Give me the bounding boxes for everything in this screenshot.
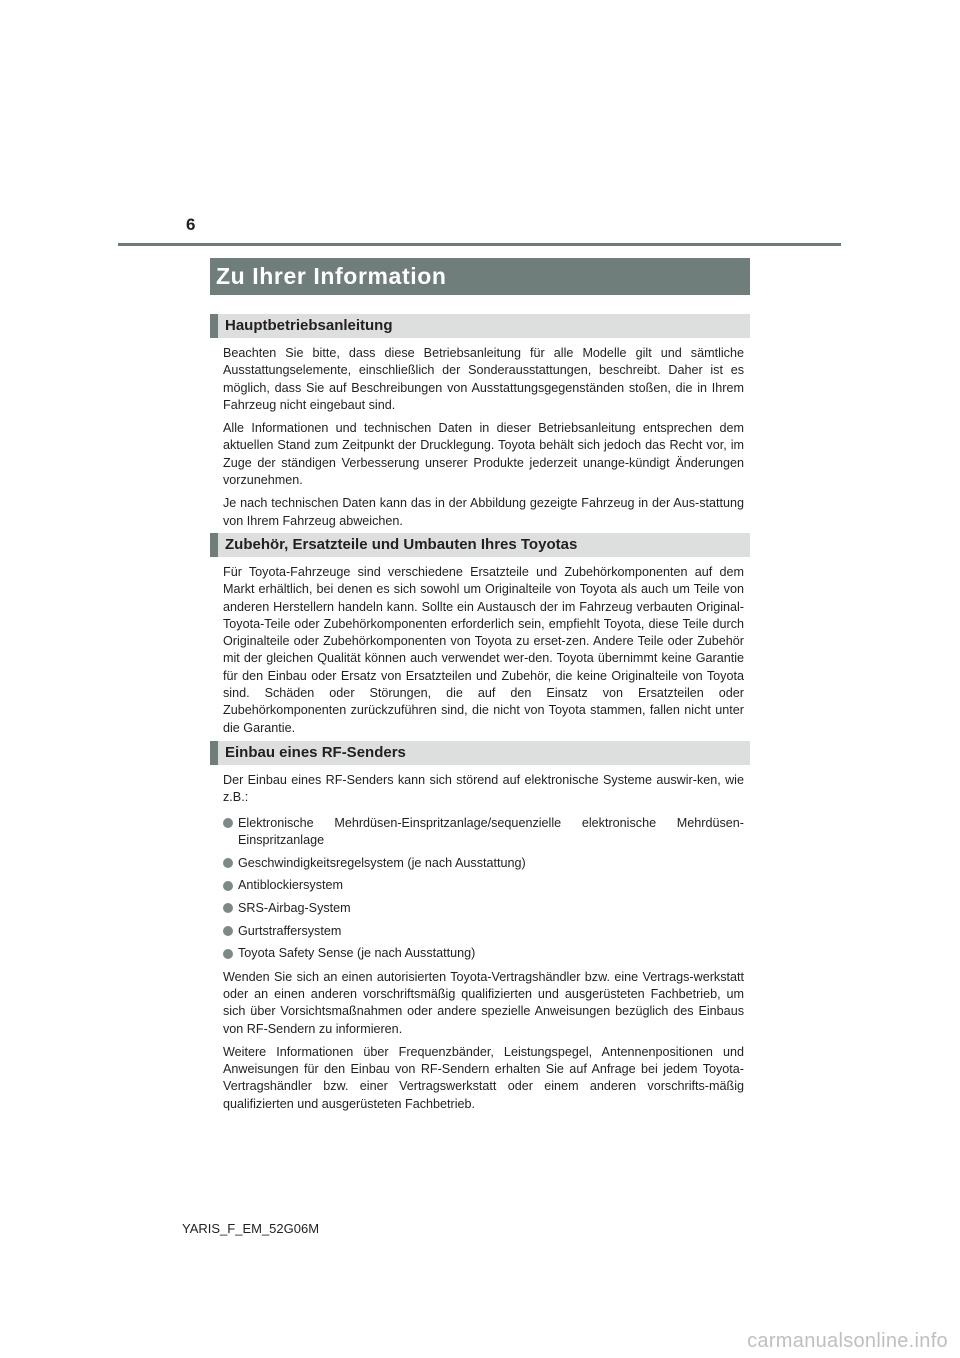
paragraph: Wenden Sie sich an einen autorisierten Toyota-Vertragshändler bzw. eine Vertrags-werkstatt oder an einen anderen vorschriftsmäßig qualifizierten und ausgerüsteten Fachbetrieb, um sich über Vorsichtsmaßnahmen oder andere spezielle Anweisungen bezüglich des Einbaus von RF-Sendern zu informieren. — [223, 969, 744, 1036]
list-item-text: Antiblockiersystem — [238, 878, 343, 893]
watermark-text: carmanualsonline.info — [747, 1330, 948, 1352]
paragraph: Je nach technischen Daten kann das in der Abbildung gezeigte Fahrzeug in der Aus-stattung von Ihrem Fahrzeug abweichen. — [223, 496, 744, 528]
page-number: 6 — [186, 215, 196, 234]
bullet-list — [223, 815, 744, 963]
header-rule — [118, 243, 841, 246]
section-body-zubehoer — [223, 564, 744, 737]
document-code: YARIS_F_EM_52G06M — [182, 1221, 320, 1236]
paragraph: Beachten Sie bitte, dass diese Betriebsanleitung für alle Modelle gilt und sämtliche Ausstattungselemente, einschließlich der Sonderausstattungen, beschreibt. Daher ist es möglich, dass Sie auf Beschreibungen von Ausstattungsgegenständen stoßen, die in Ihrem Fahrzeug nicht eingebaut sind. — [223, 346, 744, 412]
section-body-rf-sender — [223, 772, 744, 1113]
list-item — [223, 900, 744, 917]
bullet-icon — [223, 949, 233, 959]
bullet-icon — [223, 858, 233, 868]
list-item-text: Gurtstraffersystem — [238, 923, 342, 938]
bullet-icon — [223, 903, 233, 913]
list-item — [223, 815, 744, 850]
paragraph: Weitere Informationen über Frequenzbänder, Leistungspegel, Antennenpositionen und Anweisungen für den Einbau von RF-Sendern erhalten Sie auf Anfrage bei jedem Toyota-Vertragshändler bzw. einer Vertragswerkstatt oder einem anderen vorschrifts-mäßig qualifizierten und ausgerüsteten Fachbetrieb. — [223, 1044, 744, 1111]
list-item-text: Toyota Safety Sense (je nach Ausstattung) — [238, 946, 476, 961]
list-item-text: SRS-Airbag-System — [238, 900, 351, 915]
section-heading-rf-sender: Einbau eines RF-Senders — [210, 741, 750, 765]
list-item — [223, 923, 744, 940]
section-body-hauptbetriebsanleitung — [223, 345, 744, 530]
page-title: Zu Ihrer Information — [210, 258, 750, 295]
list-item — [223, 877, 744, 894]
section-heading-zubehoer: Zubehör, Ersatzteile und Umbauten Ihres Toyotas — [210, 533, 750, 557]
bullet-icon — [223, 881, 233, 891]
paragraph: Für Toyota-Fahrzeuge sind verschiedene Ersatzteile und Zubehörkomponenten auf dem Markt erhältlich, bei denen es sich sowohl um Originalteile von Toyota als auch um Teile von anderen Herstellern handeln kann. Sollte ein Austausch der im Fahrzeug verbauten Original-Toyota-Teile oder Zubehörkomponenten erforderlich sein, empfiehlt Toyota, diese Teile durch Originalteile oder Zubehörkomponenten von Toyota zu erset-zen. Andere Teile oder Zubehör mit der gleichen Qualität können auch verwendet wer-den. Toyota übernimmt keine Garantie für den Einbau oder Ersatz von Ersatzteilen und Zubehör, die keine Originalteile von Toyota sind. Schäden oder Störungen, die auf den Einsatz von Ersatzteilen oder Zubehörkomponenten zurückzuführen sind, die nicht von Toyota stammen, fallen nicht unter die Garantie. — [223, 565, 744, 735]
paragraph: Alle Informationen und technischen Daten in dieser Betriebsanleitung entsprechen dem aktuellen Stand zum Zeitpunkt der Drucklegung. Toyota behält sich jedoch das Recht vor, im Zuge der ständigen Verbesserung unserer Produkte jederzeit unange-kündigt Änderungen vorzunehmen. — [223, 421, 744, 488]
list-item — [223, 945, 744, 962]
section-heading-hauptbetriebsanleitung: Hauptbetriebsanleitung — [210, 314, 750, 338]
bullet-icon — [223, 818, 233, 828]
intro-paragraph: Der Einbau eines RF-Senders kann sich störend auf elektronische Systeme auswir-ken, wie z.B.: — [223, 773, 744, 805]
list-item-text: Geschwindigkeitsregelsystem (je nach Ausstattung) — [238, 855, 526, 870]
list-item-text: Elektronische Mehrdüsen-Einspritzanlage/sequenzielle elektronische Mehrdüsen-Einspritzanlage — [238, 815, 744, 847]
list-item — [223, 855, 744, 872]
bullet-icon — [223, 926, 233, 936]
